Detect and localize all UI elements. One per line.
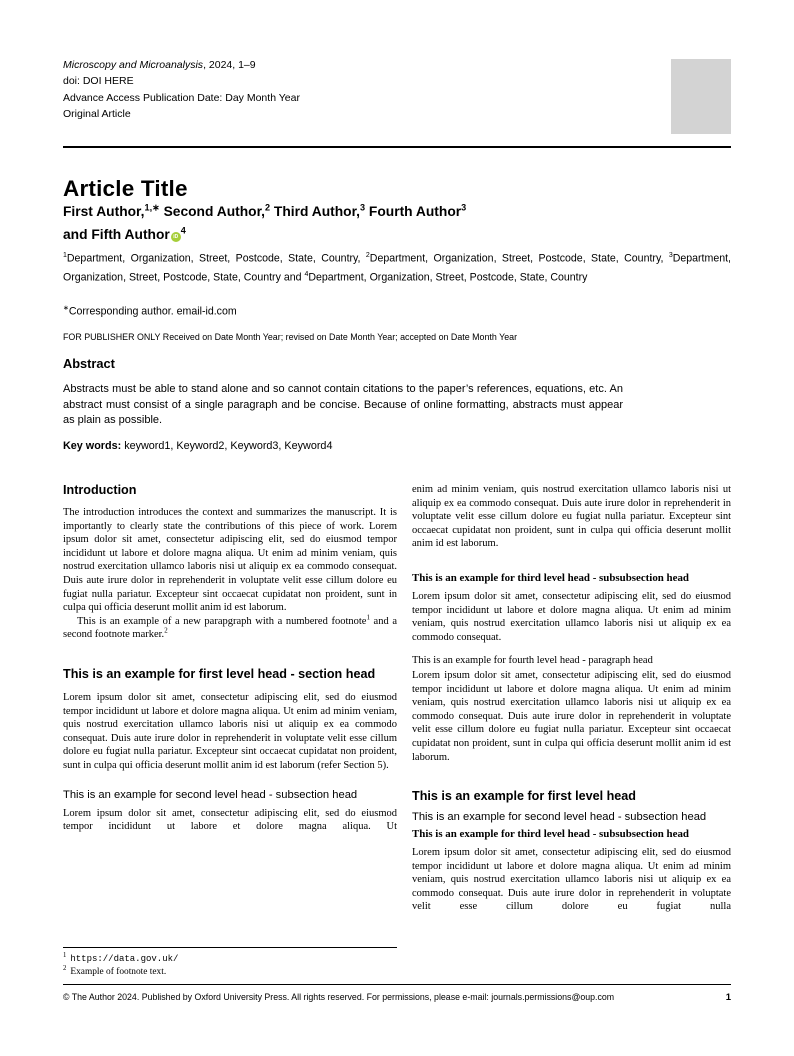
affil-number: 2 bbox=[365, 252, 370, 259]
footnote-marker[interactable]: 1 bbox=[366, 614, 370, 622]
author-affil-ref[interactable]: 2 bbox=[265, 202, 271, 212]
subsubsection-heading: This is an example for third level head - subsubsection head bbox=[412, 571, 689, 584]
affil-text: Department, Organization, Street, Postcode, State, Country and bbox=[63, 252, 731, 284]
author-affil-ref[interactable]: 3 bbox=[360, 202, 366, 212]
affiliations bbox=[63, 248, 731, 286]
subsection-heading: This is an example for second level head - subsection head bbox=[412, 811, 707, 824]
body-columns bbox=[63, 483, 731, 979]
body-paragraph-with-footnotes: This is an example of a new parapgraph with a numbered footnote$^1$ and a second footnote marker.$^2$ bbox=[63, 614, 397, 641]
footnotes-block bbox=[63, 943, 397, 979]
footnote bbox=[63, 953, 397, 966]
journal-issue-info: , 2024, 1–9 bbox=[203, 59, 256, 71]
author: Fourth Author$^3$ bbox=[368, 202, 467, 219]
page-footer bbox=[63, 984, 731, 1003]
doi-line: doi: DOI HERE bbox=[63, 75, 134, 88]
header-divider-rule bbox=[63, 146, 731, 148]
footnote-rule bbox=[63, 947, 397, 948]
footnote-number: 2 bbox=[63, 964, 67, 972]
body-paragraph: Lorem ipsum dolor sit amet, consectetur adipiscing elit, sed do eiusmod tempor incididunt ut labore et dolore magna aliqua. Ut enim ad minim veniam, quis nostrud exercitation ullamco laboris nisi ut aliquip ex ea commodo consequat. Duis aute irure dolor in reprehenderit in voluptate velit esse cillum dolore eu fugiat nulla bbox=[412, 847, 731, 913]
footnote bbox=[63, 966, 397, 979]
abstract-heading: Abstract bbox=[63, 356, 115, 371]
author-affil-ref[interactable]: 1,∗ bbox=[144, 202, 160, 212]
paragraph-heading: This is an example for fourth level head - paragraph head bbox=[412, 655, 653, 667]
body-paragraph: Lorem ipsum dolor sit amet, consectetur adipiscing elit, sed do eiusmod tempor incididunt ut labore et dolore magna aliqua. Ut bbox=[63, 807, 397, 833]
affil-number: 3 bbox=[668, 252, 673, 259]
body-paragraph: The introduction introduces the context and summarizes the manuscript. It is importantly to clearly state the contributions of this piece of work. Lorem ipsum dolor sit amet, consectetur adipiscing elit, sed do eiusmod tempor incididunt ut labore et dolore magna aliqua. Ut enim ad minim veniam, quis nostrud exercitation ullamco laboris nisi ut aliquip ex ea commodo consequat. Duis aute irure dolor in reprehenderit in voluptate velit esse cillum dolore eu fugiat nulla pariatur. Excepteur sint occaecat cupidatat non proident, sunt in culpa qui officia deserunt mollit anim id est laborum. bbox=[63, 507, 397, 614]
author: Second Author,$^2$ bbox=[163, 202, 271, 219]
author: Third Author,$^3$ bbox=[273, 202, 366, 219]
section-heading: This is an example for first level head - section head bbox=[63, 666, 376, 681]
body-paragraph: Lorem ipsum dolor sit amet, consectetur adipiscing elit, sed do eiusmod tempor incididunt ut labore et dolore magna aliqua. Ut enim ad minim veniam, quis nostrud exercitation ullamco laboris nisi ut aliquip ex ea commodo consequat. Duis aute irure dolor in reprehenderit in voluptate velit esse cillum dolore eu fugiat nulla pariatur. Excepteur sint occaecat cupidatat non proident, sunt in culpa qui officia deserunt mollit anim id est laborum (refer Section 5). bbox=[63, 691, 397, 771]
affil-text: Department, Organization, Street, Postcode, State, Country, bbox=[66, 252, 366, 265]
keywords-line bbox=[63, 440, 332, 452]
page-number: 1 bbox=[725, 992, 731, 1003]
stacked-headings bbox=[412, 789, 731, 841]
copyright-line: © The Author 2024. Published by Oxford University Press. All rights reserved. For permissions, please e-mail: journals.permissions@oup.com bbox=[63, 992, 615, 1002]
body-paragraph-continued: enim ad minim veniam, quis nostrud exercitation ullamco laboris nisi ut aliquip ex ea commodo consequat. Duis aute irure dolor in reprehenderit in voluptate velit esse cillum dolore eu fugiat nulla pariatur. Excepteur sint occaecat cupidatat non proident, sunt in culpa qui officia deserunt mollit anim id est laborum. bbox=[412, 484, 731, 550]
author-affil-ref[interactable]: 4 bbox=[180, 225, 186, 236]
subsection-heading: This is an example for second level head - subsection head bbox=[63, 788, 358, 801]
subsubsection-heading: This is an example for third level head - subsubsection head bbox=[412, 828, 689, 841]
author-affil-ref[interactable]: 3 bbox=[461, 202, 467, 212]
footnote-url[interactable]: https://data.gov.uk/ bbox=[70, 954, 179, 964]
affil-number: 4 bbox=[304, 271, 309, 279]
corresponding-text[interactable]: Corresponding author. email-id.com bbox=[68, 305, 237, 318]
journal-cover-thumbnail bbox=[671, 59, 731, 134]
affil-text: Department, Organization, Street, Postcode, State, Country bbox=[308, 271, 588, 284]
author: and Fifth Author $iD^4$ bbox=[63, 225, 186, 242]
body-paragraph: Lorem ipsum dolor sit amet, consectetur adipiscing elit, sed do eiusmod tempor incididunt ut labore et dolore magna aliqua. Ut enim ad minim veniam, quis nostrud exercitation ullamco laboris nisi ut aliquip ex ea commodo consequat. bbox=[412, 590, 731, 643]
author: First Author,$^{1,∗}$ bbox=[63, 202, 160, 219]
author-list bbox=[63, 198, 663, 244]
keywords-label: Key words: bbox=[63, 440, 122, 452]
body-paragraph: Lorem ipsum dolor sit amet, consectetur adipiscing elit, sed do eiusmod tempor incididunt ut labore et dolore magna aliqua. Ut enim ad minim veniam, quis nostrud exercitation ullamco laboris nisi ut aliquip ex ea commodo consequat. Duis aute irure dolor in reprehenderit in voluptate velit esse cillum dolore eu fugiat nulla pariatur. Excepteur sint occaecat cupidatat non proident, sunt in culpa qui officia deserunt mollit anim id est laborum. bbox=[412, 669, 731, 763]
journal-name: Microscopy and Microanalysis bbox=[63, 59, 204, 71]
affil-number: 1 bbox=[63, 252, 67, 259]
footnote-number: 1 bbox=[63, 951, 67, 959]
asterisk-marker: ∗ bbox=[63, 305, 69, 312]
orcid-icon[interactable]: iD bbox=[171, 232, 181, 242]
right-column bbox=[412, 483, 731, 979]
abstract-text: Abstracts must be able to stand alone and so cannot contain citations to the paper’s references, equations, etc. An abstract must consist of a single paragraph and be concise. Because of online formatting, abstracts must appear as plain as possible. bbox=[63, 383, 623, 427]
footnote-text: Example of footnote text. bbox=[70, 967, 167, 977]
left-column bbox=[63, 483, 397, 979]
advance-access-line: Advance Access Publication Date: Day Month Year bbox=[63, 91, 300, 104]
journal-metadata bbox=[63, 57, 300, 123]
affil-text: Department, Organization, Street, Postcode, State, Country, bbox=[369, 252, 669, 265]
section-heading-introduction: Introduction bbox=[63, 483, 137, 497]
keywords-values: keyword1, Keyword2, Keyword3, Keyword4 bbox=[121, 440, 333, 452]
section-heading: This is an example for first level head bbox=[412, 789, 636, 804]
article-type-label: Original Article bbox=[63, 108, 131, 121]
corresponding-author-note bbox=[63, 304, 237, 318]
page-title: Article Title bbox=[63, 176, 188, 202]
publisher-dates-line: FOR PUBLISHER ONLY Received on Date Month Year; revised on Date Month Year; accepted on Date Month Year bbox=[63, 332, 518, 342]
footnote-marker[interactable]: 2 bbox=[164, 627, 168, 635]
journal-citation-line bbox=[63, 57, 300, 73]
